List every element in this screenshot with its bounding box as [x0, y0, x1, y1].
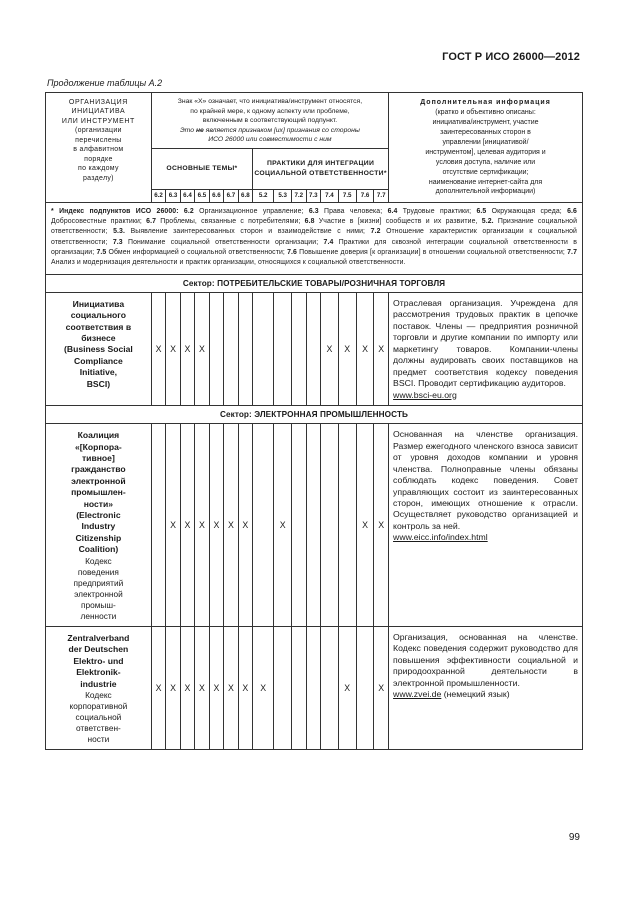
info-header-line: дополнительной информации): [435, 188, 536, 196]
sector-title: Сектор: ЭЛЕКТРОННАЯ ПРОМЫШЛЕННОСТЬ: [46, 406, 583, 424]
applicability-mark: X: [151, 292, 165, 405]
subclause-code: 7.6: [356, 189, 374, 202]
applicability-mark: X: [238, 424, 252, 627]
org-name-line: Elektro- und: [73, 655, 124, 666]
org-name-line: тивное]: [81, 452, 115, 463]
info-header-line: инициатива/инструмент, участие: [432, 118, 539, 126]
info-text: Организация, основанная на членстве. Кодекс поведения содержит руководство для повышения эффективности социальной и природоохранной деятельности в электронной промышленности.: [393, 631, 578, 688]
additional-info: [389, 424, 583, 627]
website-link[interactable]: www.zvei.de: [393, 689, 442, 700]
subclause-code: 7.2: [292, 189, 306, 202]
org-name-line: ности»: [83, 498, 114, 509]
additional-info: [389, 292, 583, 405]
info-header-lines: [392, 108, 579, 197]
applicability-mark: [238, 292, 252, 405]
applicability-mark: X: [374, 626, 389, 749]
applicability-mark: X: [338, 626, 356, 749]
applicability-mark: [292, 626, 306, 749]
x-mark-note: [151, 93, 388, 149]
applicability-mark: [320, 424, 338, 627]
org-desc-line: ответствен-: [75, 723, 121, 734]
applicability-mark: [320, 626, 338, 749]
org-name-line: Initiative,: [79, 367, 118, 378]
applicability-mark: X: [356, 424, 374, 627]
org-header-line: ИНИЦИАТИВА: [71, 108, 126, 116]
org-name-line: бизнесе: [81, 333, 116, 343]
applicability-mark: [209, 292, 223, 405]
table-row: [46, 424, 583, 627]
org-name-line: «[Корпора-: [75, 441, 122, 452]
org-desc-line: корпоративной: [69, 701, 128, 712]
subclause-code: 5.2: [253, 189, 274, 202]
org-name-line: соответствия в: [65, 321, 132, 332]
org-desc-line: промыш-: [80, 599, 116, 610]
org-name-line: электронной: [71, 475, 126, 486]
org-desc-line: поведения: [77, 566, 119, 577]
table-row: [46, 626, 583, 749]
org-name-line: социального: [70, 310, 127, 321]
org-name-line: Industry: [81, 521, 116, 532]
applicability-mark: [292, 292, 306, 405]
applicability-mark: [151, 424, 165, 627]
org-desc-line: Кодекс: [85, 555, 112, 566]
org-desc-line: ленности: [80, 610, 117, 621]
org-header-sub: [48, 126, 149, 183]
subclause-code: 7.4: [320, 189, 338, 202]
org-name-line: Коалиция: [77, 430, 120, 441]
applicability-mark: X: [253, 626, 274, 749]
org-name-line: (Business Social: [64, 344, 133, 355]
org-name-line: (Electronic: [76, 510, 121, 521]
footnote-index: * Индекс подпунктов ИСО 26000: 6.2 Организационное управление; 6.3 Права человека; 6.4 Трудовые практики; 6.5 Окружающая среда; 6.6 Добросовестные практики; 6.7 Проблемы, связанные с потребителями; 6.8 Участие в [жизни] сообществ и их развитие, 5.2. Признание социальной ответственности; 5.3. Выявление заинтересованных сторон и взаимодействие с ними; 7.2 Отношение характеристик организации к социальной ответственности; 7.3 Понимание социальной ответственности организации; 7.4 Практики для сквозной интеграции социальной ответственности в организации; 7.5 Обмен информацией о социальной ответственности; 7.6 Повышение доверия [к организации] в отношении социальной ответственности; 7.7 Анализ и модернизация деятельности и практик организации, относящихся к социальной ответственности.: [46, 202, 583, 274]
info-text: Отраслевая организация. Учреждена для рассмотрения трудовых практик в цепочке поставок. Члены — предприятия розничной торговли и другие компании по импорту или маркетингу товаров. Компании-члены должны аудировать своих поставщиков на предмет соответствия кодексу поведения BSCI. Проводит сертификацию аудиторов.: [393, 297, 578, 389]
subclause-code: 6.6: [209, 189, 223, 202]
org-header-sub-line: по каждому: [78, 165, 119, 173]
org-header-sub-line: порядке: [84, 155, 113, 163]
org-name-line: der Deutschen: [68, 644, 129, 655]
table-continuation-caption: Продолжение таблицы А.2: [47, 78, 163, 88]
standard-code: ГОСТ Р ИСО 26000—2012: [442, 51, 580, 63]
applicability-mark: X: [338, 292, 356, 405]
core-subjects-header: ОСНОВНЫЕ ТЕМЫ*: [151, 148, 252, 189]
subclause-code: 6.8: [238, 189, 252, 202]
info-header-line: условия доступа, наличие или: [435, 158, 536, 166]
info-header-line: управлении [инициативой/: [442, 138, 529, 146]
website-note: (немецкий язык): [441, 689, 510, 700]
org-name-line: Coalition): [78, 544, 119, 555]
org-name-line: Elektronik-: [76, 667, 121, 678]
note-line: включенным в соответствующий подпункт.: [202, 117, 338, 125]
applicability-mark: X: [374, 292, 389, 405]
subclause-code: 6.4: [180, 189, 194, 202]
org-desc-line: электронной: [74, 588, 123, 599]
applicability-mark: X: [166, 292, 180, 405]
org-column-header: [46, 93, 152, 203]
org-desc-line: ности: [87, 734, 110, 745]
applicability-mark: X: [180, 626, 194, 749]
info-header-line: (кратко и объективно описаны:: [435, 108, 536, 116]
practices-header: ПРАКТИКИ ДЛЯ ИНТЕГРАЦИИ СОЦИАЛЬНОЙ ОТВЕТСТВЕННОСТИ*: [253, 148, 389, 189]
note-line: Это не является признаком [их] признания со стороны: [179, 126, 360, 134]
applicability-mark: X: [274, 424, 292, 627]
note-line: ИСО 26000 или совместимости с ним: [208, 136, 332, 144]
applicability-mark: [306, 424, 320, 627]
applicability-mark: X: [238, 626, 252, 749]
applicability-mark: X: [180, 292, 194, 405]
org-name-line: Zentralverband: [67, 632, 130, 643]
org-name-line: Инициатива: [72, 298, 125, 309]
org-name-line: промышлен-: [71, 487, 126, 498]
organization-name: [46, 424, 152, 627]
subclause-code: 6.3: [166, 189, 180, 202]
organization-name: [46, 626, 152, 749]
info-text: Основанная на членстве организация. Размер ежегодного членского взноса зависит от уровня доходов компании и уровня членства. Полноправные члены обязаны соблюдать кодекс поведения. Совет управляющих состоит из заинтересованных сторон, имеющих отношение к отрасли. Осуществляет руководство организацией и контроль за ней.: [393, 429, 578, 531]
table-row: [46, 292, 583, 405]
applicability-mark: [356, 626, 374, 749]
org-header-sub-line: перечислены: [75, 136, 122, 144]
subclause-code: 6.5: [195, 189, 209, 202]
org-name-line: BSCI): [86, 378, 111, 389]
applicability-mark: X: [180, 424, 194, 627]
applicability-mark: X: [195, 292, 209, 405]
org-name-line: industrie: [80, 678, 117, 689]
org-name-line: Compliance: [74, 355, 123, 366]
page-number: 99: [568, 832, 580, 843]
subclause-code: 7.3: [306, 189, 320, 202]
org-header-sub-line: (организации: [75, 127, 122, 135]
website-link[interactable]: www.bsci-eu.org: [393, 389, 457, 400]
applicability-mark: [253, 292, 274, 405]
info-header-line: отсутствие сертификации;: [442, 168, 529, 176]
applicability-mark: [306, 292, 320, 405]
note-line: по крайней мере, к одному аспекту или проблеме,: [190, 107, 350, 115]
org-desc-line: Кодекс: [85, 690, 112, 701]
subclause-code: 6.7: [224, 189, 238, 202]
subclause-code: 7.7: [374, 189, 389, 202]
org-name-line: Citizenship: [75, 532, 122, 543]
org-desc-line: предприятий: [73, 577, 124, 588]
org-desc-line: социальной: [75, 712, 122, 723]
applicability-mark: X: [224, 424, 238, 627]
applicability-mark: [253, 424, 274, 627]
subclause-code: 6.2: [151, 189, 165, 202]
info-header-title: Дополнительная информация: [420, 99, 551, 106]
applicability-mark: X: [151, 626, 165, 749]
applicability-mark: X: [166, 626, 180, 749]
applicability-mark: [274, 292, 292, 405]
website-link[interactable]: www.eicc.info/index.html: [393, 532, 488, 543]
org-header-sub-line: в алфавитном: [73, 146, 124, 154]
applicability-mark: X: [195, 424, 209, 627]
org-header-line: ИЛИ ИНСТРУМЕНТ: [61, 117, 135, 125]
applicability-mark: [306, 626, 320, 749]
organization-name: [46, 292, 152, 405]
applicability-mark: X: [224, 626, 238, 749]
subclause-code: 7.5: [338, 189, 356, 202]
info-header-line: заинтересованных сторон в: [440, 128, 531, 136]
info-column-header: [389, 93, 583, 203]
applicability-mark: [224, 292, 238, 405]
applicability-mark: [292, 424, 306, 627]
note-line: Знак «Х» означает, что инициатива/инструмент относятся,: [177, 98, 363, 105]
additional-info: [389, 626, 583, 749]
org-header-line: ОРГАНИЗАЦИЯ: [68, 99, 128, 106]
initiatives-table: [45, 92, 583, 750]
applicability-mark: X: [166, 424, 180, 627]
sector-title: Сектор: ПОТРЕБИТЕЛЬСКИЕ ТОВАРЫ/РОЗНИЧНАЯ ТОРГОВЛЯ: [46, 274, 583, 292]
applicability-mark: X: [320, 292, 338, 405]
org-header-sub-line: разделу): [82, 174, 114, 182]
subclause-code: 5.3: [274, 189, 292, 202]
applicability-mark: [274, 626, 292, 749]
applicability-mark: X: [195, 626, 209, 749]
applicability-mark: [338, 424, 356, 627]
applicability-mark: X: [374, 424, 389, 627]
info-header-line: наименование интернет-сайта для: [428, 178, 543, 186]
org-name-line: гражданство: [71, 464, 126, 475]
applicability-mark: X: [356, 292, 374, 405]
applicability-mark: X: [209, 626, 223, 749]
info-header-line: инструментом], целевая аудитория и: [425, 148, 546, 156]
applicability-mark: X: [209, 424, 223, 627]
